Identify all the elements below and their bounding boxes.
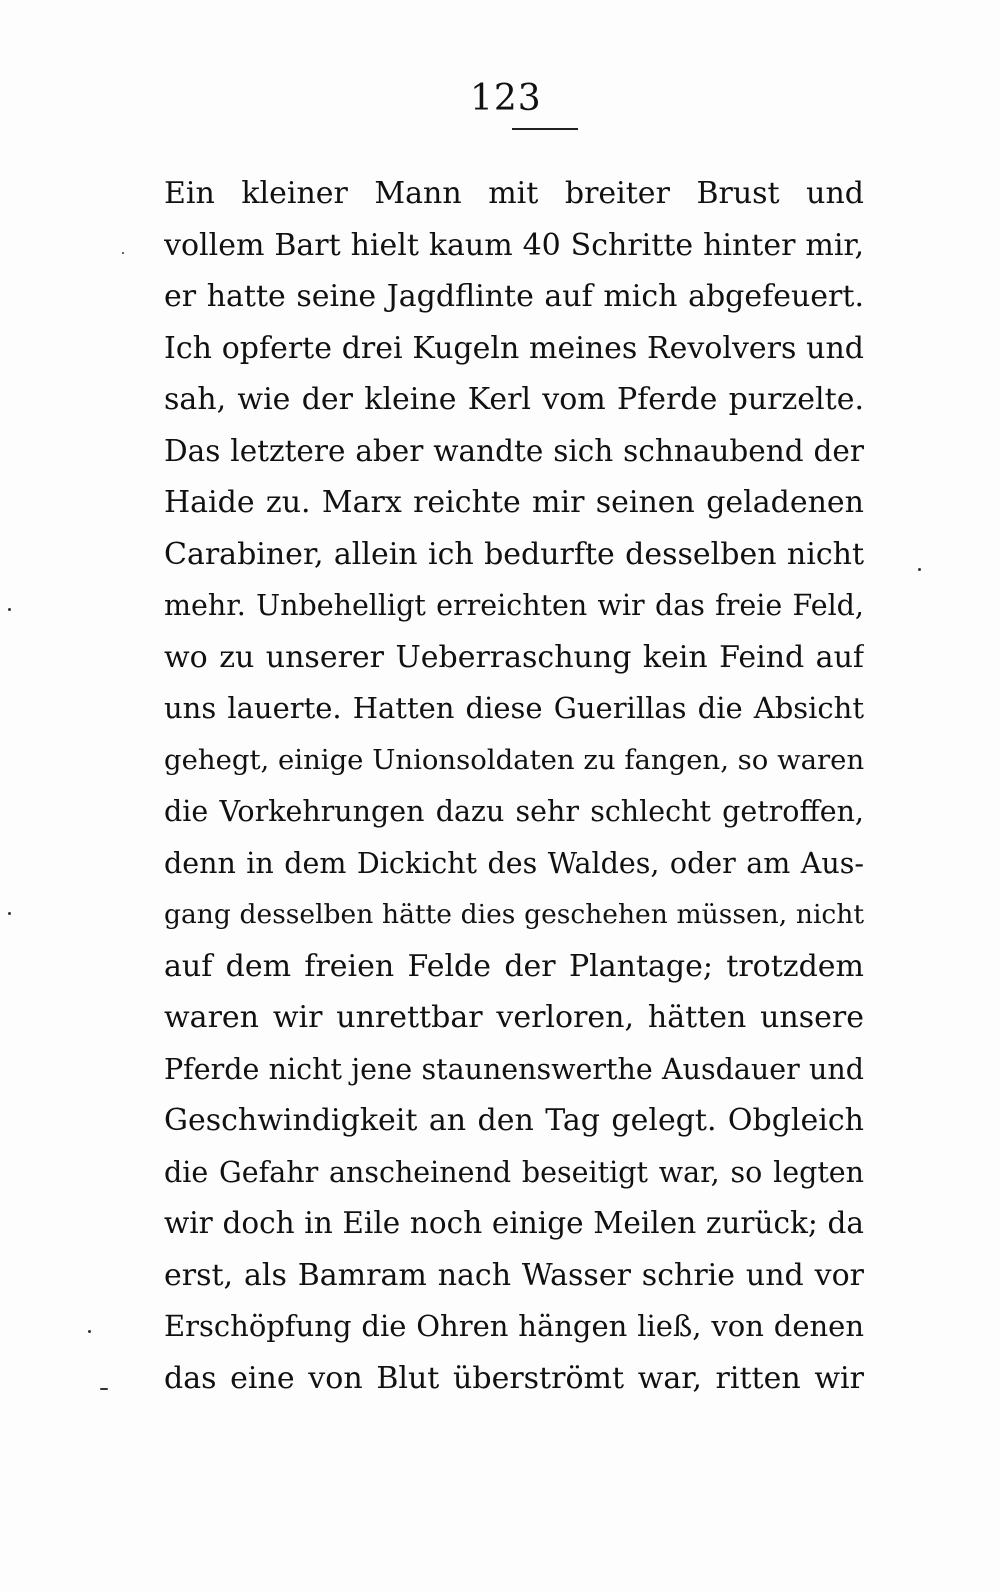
text-line: Carabiner, allein ich bedurfte desselben nicht xyxy=(164,536,864,572)
text-line: das eine von Blut überströmt war, ritten wir xyxy=(164,1360,864,1396)
text-line: Geschwindigkeit an den Tag gelegt. Obgleich xyxy=(164,1103,864,1138)
paper-speck xyxy=(8,912,11,915)
text-line: gang desselben hätte dies geschehen müssen, nicht xyxy=(164,899,864,930)
text-line: Haide zu. Marx reichte mir seinen geladenen xyxy=(164,485,864,520)
text-line: denn in dem Dickicht des Waldes, oder am Aus- xyxy=(164,846,864,880)
paper-speck xyxy=(88,1330,91,1333)
text-line: Ein kleiner Mann mit breiter Brust und xyxy=(164,176,864,211)
text-line: Erschöpfung die Ohren hängen ließ, von denen xyxy=(164,1309,864,1343)
text-line: wo zu unserer Ueberraschung kein Feind auf xyxy=(164,639,864,675)
text-line: er hatte seine Jagdflinte auf mich abgefeuert. xyxy=(164,279,864,314)
text-line: gehegt, einige Unionsoldaten zu fangen, so waren xyxy=(164,743,864,776)
text-line: Das letztere aber wandte sich schnaubend der xyxy=(164,433,864,468)
text-line: uns lauerte. Hatten diese Guerillas die Absicht xyxy=(164,691,864,725)
paper-speck xyxy=(918,568,921,571)
text-line: erst, als Bamram nach Wasser schrie und vor xyxy=(164,1257,864,1293)
page-number-rule xyxy=(512,128,578,130)
paper-speck xyxy=(8,608,11,611)
text-line: sah, wie der kleine Kerl vom Pferde purzelte. xyxy=(164,382,864,417)
text-line: waren wir unrettbar verloren, hätten unsere xyxy=(164,1000,864,1035)
text-line: Ich opferte drei Kugeln meines Revolvers und xyxy=(164,330,864,366)
text-line: mehr. Unbehelligt erreichten wir das freie Feld, xyxy=(164,589,864,622)
text-line: Pferde nicht jene staunenswerthe Ausdauer und xyxy=(164,1052,864,1086)
text-line: auf dem freien Felde der Plantage; trotzdem xyxy=(164,948,864,984)
body-text xyxy=(164,168,864,1404)
text-line: die Vorkehrungen dazu sehr schlecht getroffen, xyxy=(164,795,864,828)
text-line: die Gefahr anscheinend beseitigt war, so legten xyxy=(164,1155,864,1189)
text-line: wir doch in Eile noch einige Meilen zurück; da xyxy=(164,1206,864,1240)
paper-speck xyxy=(122,252,124,254)
paper-speck xyxy=(100,1388,108,1390)
page-number: 123 xyxy=(470,78,542,119)
text-line: vollem Bart hielt kaum 40 Schritte hinter mir, xyxy=(164,227,864,263)
